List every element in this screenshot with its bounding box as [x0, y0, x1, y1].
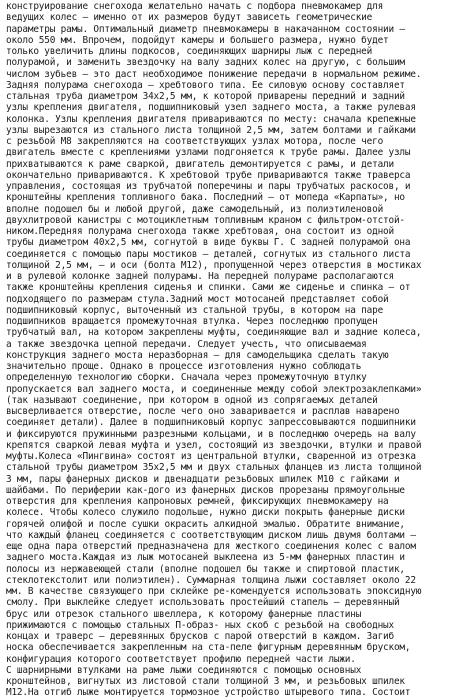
- text-line: трубчатый вал, на котором закреплены муфты, соединяющие вал и задние колеса,: [6, 327, 422, 339]
- text-line: определенную технологию сборки. Сначала через промежуточную втулку: [6, 372, 367, 384]
- text-line: а также звездочка цепной передачи. Следует учесть, что описываемая: [6, 338, 367, 350]
- text-line: узлы вырезаются из стального листа толщиной 2,5 мм, затем болтами и гайками: [6, 124, 416, 136]
- text-line: брус или отрезок стального швеллера, к которому фанерные пластины: [6, 608, 362, 620]
- text-line: М12.На отгиб лыже монтируется тормозное устройство штыревого типа. Состоит: [6, 687, 411, 699]
- text-line: стальной трубы диаметром 35х2,5 мм и двух стальных фланцев из листа толщиной: [6, 462, 422, 474]
- text-line: пропускается вал заднего моста, и соединенные между собой электрозаклепками»: [6, 383, 422, 395]
- text-line: ником.Передняя полурама снегохода также хребтовая, она состоит из одной: [6, 226, 394, 237]
- text-line: и фиксируются пружинными разрезными кольцами, и в последнюю очередь на валу: [6, 428, 416, 440]
- text-line: полосы из нержавеющей стали (вполне подошел бы также и спиртовой пластик,: [6, 563, 405, 575]
- text-line: подшипников вращается промежуточная втулка. Через последнюю пропущен: [6, 316, 378, 327]
- text-line: стальная труба диаметром 34х2,5 мм, к которой приварены передний и задний: [6, 91, 405, 102]
- text-line: колесе. Чтобы колесо служило подольше, нужно диски покрыть фанерные диски: [6, 507, 405, 519]
- text-line: кронштейны крепления топливного бака. Последний – от мопеда «Карпаты», но: [6, 192, 405, 204]
- text-line: смолу. При выклейке следует использовать простейший стапель – деревянный: [6, 597, 400, 609]
- text-line: носка обеспечивается закрепленным на ста-пеле фигурным деревянным бруском,: [6, 642, 411, 654]
- text-line: мм. В качестве связующего при склейке ре-комендуется использовать эпоксидную: [6, 586, 422, 597]
- text-line: ведущих колес – именно от их размеров будут зависеть геометрические: [6, 12, 373, 24]
- text-line: шайбами. По периферии как-дого из фанерных дисков прорезаны прямоугольные: [6, 484, 405, 496]
- text-line: прихватываются к раме сваркой, двигатель демонтируется с рамы, и детали: [6, 158, 394, 170]
- text-line: с резьбой М8 закрепляются на соответствующих узлах мотора, после чего: [6, 136, 384, 147]
- text-line: (так называют соединение, при котором в одной из сопрягаемых деталей: [6, 394, 378, 406]
- text-line: двухлитровой канистры с мотоциклетным топливным краном с фильтром-отстой-: [6, 214, 405, 226]
- text-line: С шарнирными втулками на раме лыжи соединяются с помощью основных: [6, 664, 362, 676]
- text-line: окончательно привариваются. К хребтовой трубе привариваются также траверса: [6, 169, 411, 181]
- text-line: подходящего по размерам стула.Задний мост мотосаней представляет собой: [6, 293, 389, 305]
- text-line: концах и траверс – деревянных брусков с парой отверстий в каждом. Загиб: [6, 631, 394, 642]
- text-line: управления, состоящая из трубчатой поперечины и пары трубчатых раскосов, и: [6, 181, 411, 192]
- text-line: 3 мм, пары фанерных дисков и двенадцати резьбовых шпилек М10 с гайками и: [6, 473, 400, 485]
- text-line: еще одна пара отверстий предназначена для жесткого соединения колес с валом: [6, 541, 416, 552]
- text-line: также кронштейны крепления сиденья и спинки. Сами же сиденье и спинка – от: [6, 282, 411, 294]
- text-line: муфты.Колеса «Пингвина» состоят из центральной втулки, сваренной из отрезка: [6, 451, 416, 462]
- text-line: заднего моста.Каждая из лыж мотосаней выклеена из 5-мм фанерных пластин и: [6, 552, 405, 564]
- text-line: отверстия для крепления капроновых ремней, фиксирующих пневмокамеру на: [6, 496, 389, 507]
- text-line: двигатель вместе с креплениями узлами подгоняется к трубе рамы. Далее узлы: [6, 147, 411, 159]
- text-line: подшипниковый корпус, выточенный из стальной трубы, в котором на паре: [6, 304, 384, 316]
- text-line: конструирование снегохода желательно начать с подбора пневмокамер для: [6, 1, 384, 12]
- text-line: высверливается отверстие, после чего оно заваривается и расплав наварено: [6, 406, 400, 417]
- text-line: Задняя полурама снегохода – хребтового типа. Ее силовую основу составляет: [6, 79, 405, 91]
- text-line: конфигурация которого соответствует профилю передней части лыжи.: [6, 653, 356, 665]
- text-line: вполне подошел бы и любой другой, даже самодельный, из полиэтиленовой: [6, 203, 384, 215]
- text-line: горячей олифой и после сушки окрасить алкидной эмалью. Обратите внимание,: [6, 518, 405, 530]
- text-line: около 550 мм. Впрочем, подойдут камеры и большего размера, нужно будет: [6, 34, 389, 46]
- text-line: кронштейнов, вигнутых из листовой стали толщиной 3 мм, и резьбовых шпилек: [6, 676, 405, 687]
- text-line: колонка. Узлы крепления двигателя привариваются по месту: сначала крепежные: [6, 113, 416, 125]
- text-line: что каждый фланец соединяется с соответствующим диском лишь двумя болтами –: [6, 529, 416, 541]
- text-line: значительно проще. Однако в процессе изготовления нужно соблюдать: [6, 361, 362, 372]
- text-line: узлы крепления двигателя, подшипниковый узел заднего моста, а также рулевая: [6, 102, 416, 114]
- text-line: стеклотекстолит или полиэтилен). Суммарная толщина лыжи составляет около 22: [6, 574, 416, 586]
- text-line: полурамой, и заменить звездочку на валу задних колес на другую, с большим: [6, 57, 405, 69]
- text-line: параметры рамы. Оптимальный диаметр пневмокамеры в накачанном состоянии –: [6, 23, 405, 35]
- text-line: конструкция заднего моста неразборная – для самодельщика сделать такую: [6, 349, 389, 361]
- text-body: [6, 1, 473, 699]
- text-line: прижимаются с помощью стальных П-образ- ных скоб с резьбой на свободных: [6, 619, 394, 631]
- text-line: соединяется с помощью пары мостиков – деталей, согнутых из стального листа: [6, 248, 411, 260]
- text-line: трубы диаметром 40х2,5 мм, согнутой в виде буквы Г. С задней полурамой она: [6, 237, 411, 249]
- text-line: числом зубьев – это даст необходимое понижение передачи в нормальном режиме.: [6, 68, 422, 80]
- text-line: и в рулевой колонке задней полурамы. На передней полураме располагаются: [6, 271, 394, 282]
- text-line: соединяет детали). Далее в подшипниковый корпус запрессовываются подшипники: [6, 417, 416, 429]
- text-line: крепятся сваркой левая муфта и узел, состоящий из звездочки, втулки и правой: [6, 439, 422, 451]
- text-line: толщиной 2,5 мм, – и оси (болта М12), пропущенной через отверстия в мостиках: [6, 259, 422, 271]
- text-line: только увеличить длины подкосов, соединяющих шарниры лыж с передней: [6, 46, 373, 57]
